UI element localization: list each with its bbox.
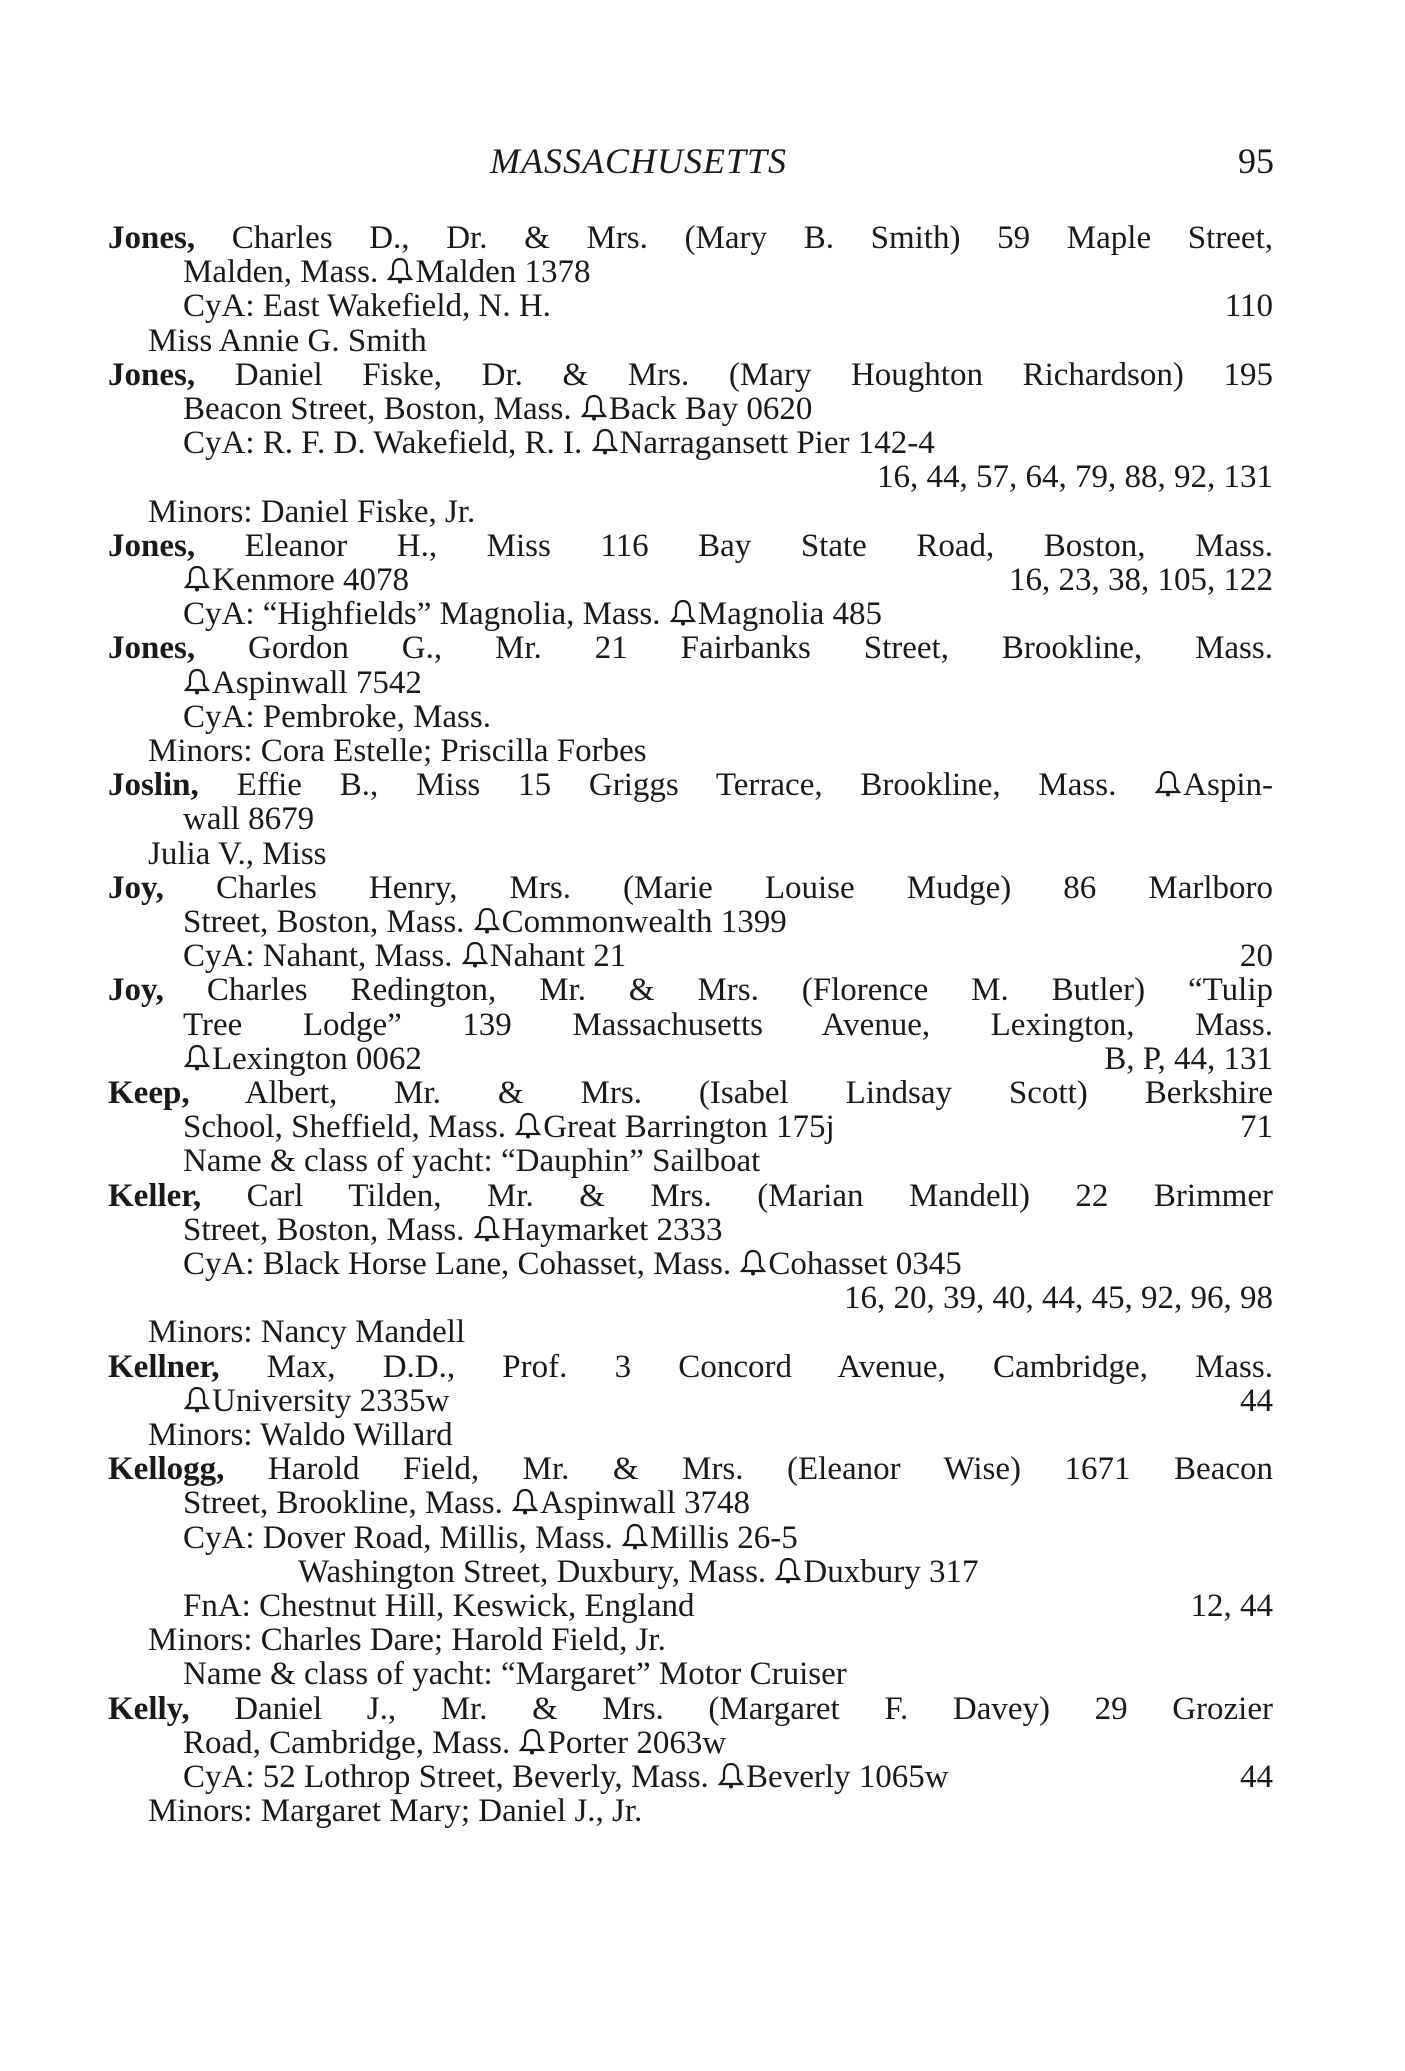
entry-line [108,1178,1273,1214]
entry-line [183,1212,723,1248]
bell-icon [591,427,619,455]
entry-codes: 110 [1224,288,1273,325]
entry-line [183,1725,726,1761]
entry-text: Kenmore 4078 [212,562,410,598]
bell-icon [183,1385,211,1413]
bell-icon [774,1556,802,1584]
entry-line [108,767,1273,803]
entry-line [183,254,591,290]
entry-text: CyA: R. F. D. Wakefield, R. I. [183,425,591,462]
entry-codes: 16, 23, 38, 105, 122 [1009,562,1273,598]
entry-text: University 2335w [212,1382,450,1419]
entry-line [183,596,882,632]
entry-codes: 16, 20, 39, 40, 44, 45, 92, 96, 98 [844,1280,1273,1317]
entry-text: Street, Boston, Mass. [183,904,473,940]
entry-text: Aspinwall 7542 [212,664,422,701]
entry-text: Haymarket 2333 [501,1211,723,1248]
entry-surname: Jones, [108,527,196,564]
entry-text: Harold Field, Mr. & Mrs. (Eleanor Wise) 1671 Beacon [224,1451,1273,1488]
entry-surname: Kellner, [108,1348,220,1385]
entry-text: CyA: 52 Lothrop Street, Beverly, Mass. [183,1759,718,1795]
page-number: 95 [1238,141,1274,181]
entry-text: Eleanor H., Miss 116 Bay State Road, Boston, Mass. [195,527,1273,564]
entry-line [183,391,812,427]
entry-surname: Keller, [108,1177,202,1214]
entry-line [183,1520,798,1556]
entry-text: Albert, Mr. & Mrs. (Isabel Lindsay Scott) Berkshire [189,1075,1273,1111]
entry-text: Minors: Margaret Mary; Daniel J., Jr. [148,1793,643,1830]
entry-text: Aspinwall 3748 [540,1485,751,1522]
entry-surname: Joslin, [108,767,199,804]
entry-text: Malden 1378 [415,254,591,291]
entry-line [183,1383,449,1419]
entry-line [108,220,1273,256]
entry-codes: 71 [1240,1109,1273,1146]
entry-line [183,562,409,598]
entry-text: FnA: Chestnut Hill, Keswick, England [183,1588,695,1624]
entry-text: Aspin- [1183,767,1273,804]
bell-icon [473,906,501,934]
entry-codes: 44 [1240,1759,1273,1795]
entry-text: Name & class of yacht: “Dauphin” Sailboat [183,1143,761,1180]
entry-line [108,1349,1273,1385]
entry-line [148,1793,642,1829]
entry-text: Minors: Charles Dare; Harold Field, Jr. [148,1622,666,1659]
entry-text: School, Sheffield, Mass. [183,1109,515,1146]
entry-line [148,1622,666,1658]
entry-codes: B, P, 44, 131 [1104,1040,1273,1077]
entry-text: Charles D., Dr. & Mrs. (Mary B. Smith) 59 Maple Street, [195,220,1273,256]
entry-text: Cohasset 0345 [768,1246,962,1282]
entry-surname: Jones, [108,220,196,256]
entry-text: Daniel Fiske, Dr. & Mrs. (Mary Houghton Richardson) 195 [195,356,1273,393]
entry-text: Minors: Cora Estelle; Priscilla Forbes [148,733,647,769]
entry-text: Narragansett Pier 142-4 [619,425,935,462]
entry-line [183,1656,847,1692]
entry-line [148,733,647,769]
entry-line [183,1485,750,1521]
entry-line [108,630,1273,666]
bell-icon [473,1214,501,1242]
entry-line [298,1554,978,1590]
entry-text: CyA: East Wakefield, N. H. [183,288,551,325]
entry-text: Lexington 0062 [212,1040,422,1077]
entry-line [183,904,787,940]
bell-icon [1154,769,1182,797]
entry-text: Washington Street, Duxbury, Mass. [298,1553,775,1590]
entry-line [183,1143,760,1179]
bell-icon [511,1487,539,1515]
entry-codes: 44 [1240,1382,1273,1419]
bell-icon [514,1111,542,1139]
entry-text: CyA: Pembroke, Mass. [183,698,491,735]
entry-line [148,836,327,872]
entry-line [183,1246,962,1282]
entry-text: Malden, Mass. [183,254,387,291]
entry-text: Tree Lodge” 139 Massachusetts Avenue, Lexington, Mass. [183,1006,1273,1043]
entry-text: Beacon Street, Boston, Mass. [183,391,580,427]
entry-codes: 20 [1240,938,1273,975]
entry-line [108,1451,1273,1487]
entry-surname: Joy, [108,869,164,906]
entry-text: CyA: Black Horse Lane, Cohasset, Mass. [183,1246,740,1282]
entry-line [183,1041,422,1077]
entry-text: Back Bay 0620 [608,391,813,427]
entry-text: CyA: “Highfields” Magnolia, Mass. [183,596,669,633]
entry-line [183,665,422,701]
entry-text: Minors: Nancy Mandell [148,1314,466,1351]
entry-line [183,699,491,735]
entry-line [183,1007,1273,1043]
bell-icon [183,564,211,592]
bell-icon [461,940,489,968]
entry-line [183,425,935,461]
entry-text: CyA: Nahant, Mass. [183,938,461,975]
entry-text: Minors: Daniel Fiske, Jr. [148,493,476,530]
entry-text: Beverly 1065w [746,1759,949,1795]
page-header-title: MASSACHUSETTS [490,141,788,181]
entry-text: Magnolia 485 [697,596,883,633]
entry-text: Miss Annie G. Smith [148,322,427,359]
bell-icon [621,1522,649,1550]
entry-line [183,801,314,837]
entry-line [108,1075,1273,1111]
entry-line [108,1691,1273,1727]
entry-text: Duxbury 317 [803,1553,979,1590]
entry-text: wall 8679 [183,801,315,838]
entry-surname: Joy, [108,972,164,1009]
bell-icon [183,1043,211,1071]
entry-text: Max, D.D., Prof. 3 Concord Avenue, Cambridge, Mass. [219,1348,1273,1385]
entry-text: Gordon G., Mr. 21 Fairbanks Street, Brookline, Mass. [195,630,1273,667]
entry-line [148,1417,453,1453]
entry-line [148,494,475,530]
entry-text: Carl Tilden, Mr. & Mrs. (Marian Mandell) 22 Brimmer [201,1177,1273,1214]
entry-text: Name & class of yacht: “Margaret” Motor Cruiser [183,1656,847,1693]
entry-text: Minors: Waldo Willard [148,1417,453,1453]
entry-surname: Jones, [108,356,196,393]
entry-text: Commonwealth 1399 [501,904,787,940]
bell-icon [386,256,414,284]
entry-line [108,357,1273,393]
bell-icon [518,1727,546,1755]
bell-icon [739,1248,767,1276]
entry-text: Charles Henry, Mrs. (Marie Louise Mudge) 86 Marlboro [163,869,1273,906]
entry-line [108,870,1273,906]
entry-surname: Jones, [108,630,196,667]
bell-icon [183,667,211,695]
entry-text: Great Barrington 175j [543,1109,835,1146]
entry-line [108,972,1273,1008]
entry-text: Millis 26-5 [650,1519,798,1556]
entry-text: Street, Boston, Mass. [183,1211,473,1248]
entry-text: CyA: Dover Road, Millis, Mass. [183,1519,622,1556]
entry-text: Daniel J., Mr. & Mrs. (Margaret F. Davey) 29 Grozier [189,1690,1273,1727]
entry-text: Street, Brookline, Mass. [183,1485,512,1522]
entry-line [148,323,427,359]
entry-surname: Kelly, [108,1690,190,1727]
entry-text: Charles Redington, Mr. & Mrs. (Florence M. Butler) “Tulip [163,972,1273,1009]
entry-line [148,1314,465,1350]
entry-text: Porter 2063w [547,1724,727,1761]
entry-text: Nahant 21 [489,938,627,975]
entry-text: Julia V., Miss [148,835,327,872]
entry-line [108,528,1273,564]
bell-icon [580,393,608,421]
entry-text: Road, Cambridge, Mass. [183,1724,519,1761]
bell-icon [669,598,697,626]
entry-codes: 12, 44 [1190,1588,1273,1624]
entry-surname: Kellogg, [108,1451,225,1488]
entry-line [183,288,551,324]
entry-surname: Keep, [108,1075,190,1111]
entry-text: Effie B., Miss 15 Griggs Terrace, Brookline, Mass. [198,767,1155,804]
entry-codes: 16, 44, 57, 64, 79, 88, 92, 131 [877,459,1273,496]
